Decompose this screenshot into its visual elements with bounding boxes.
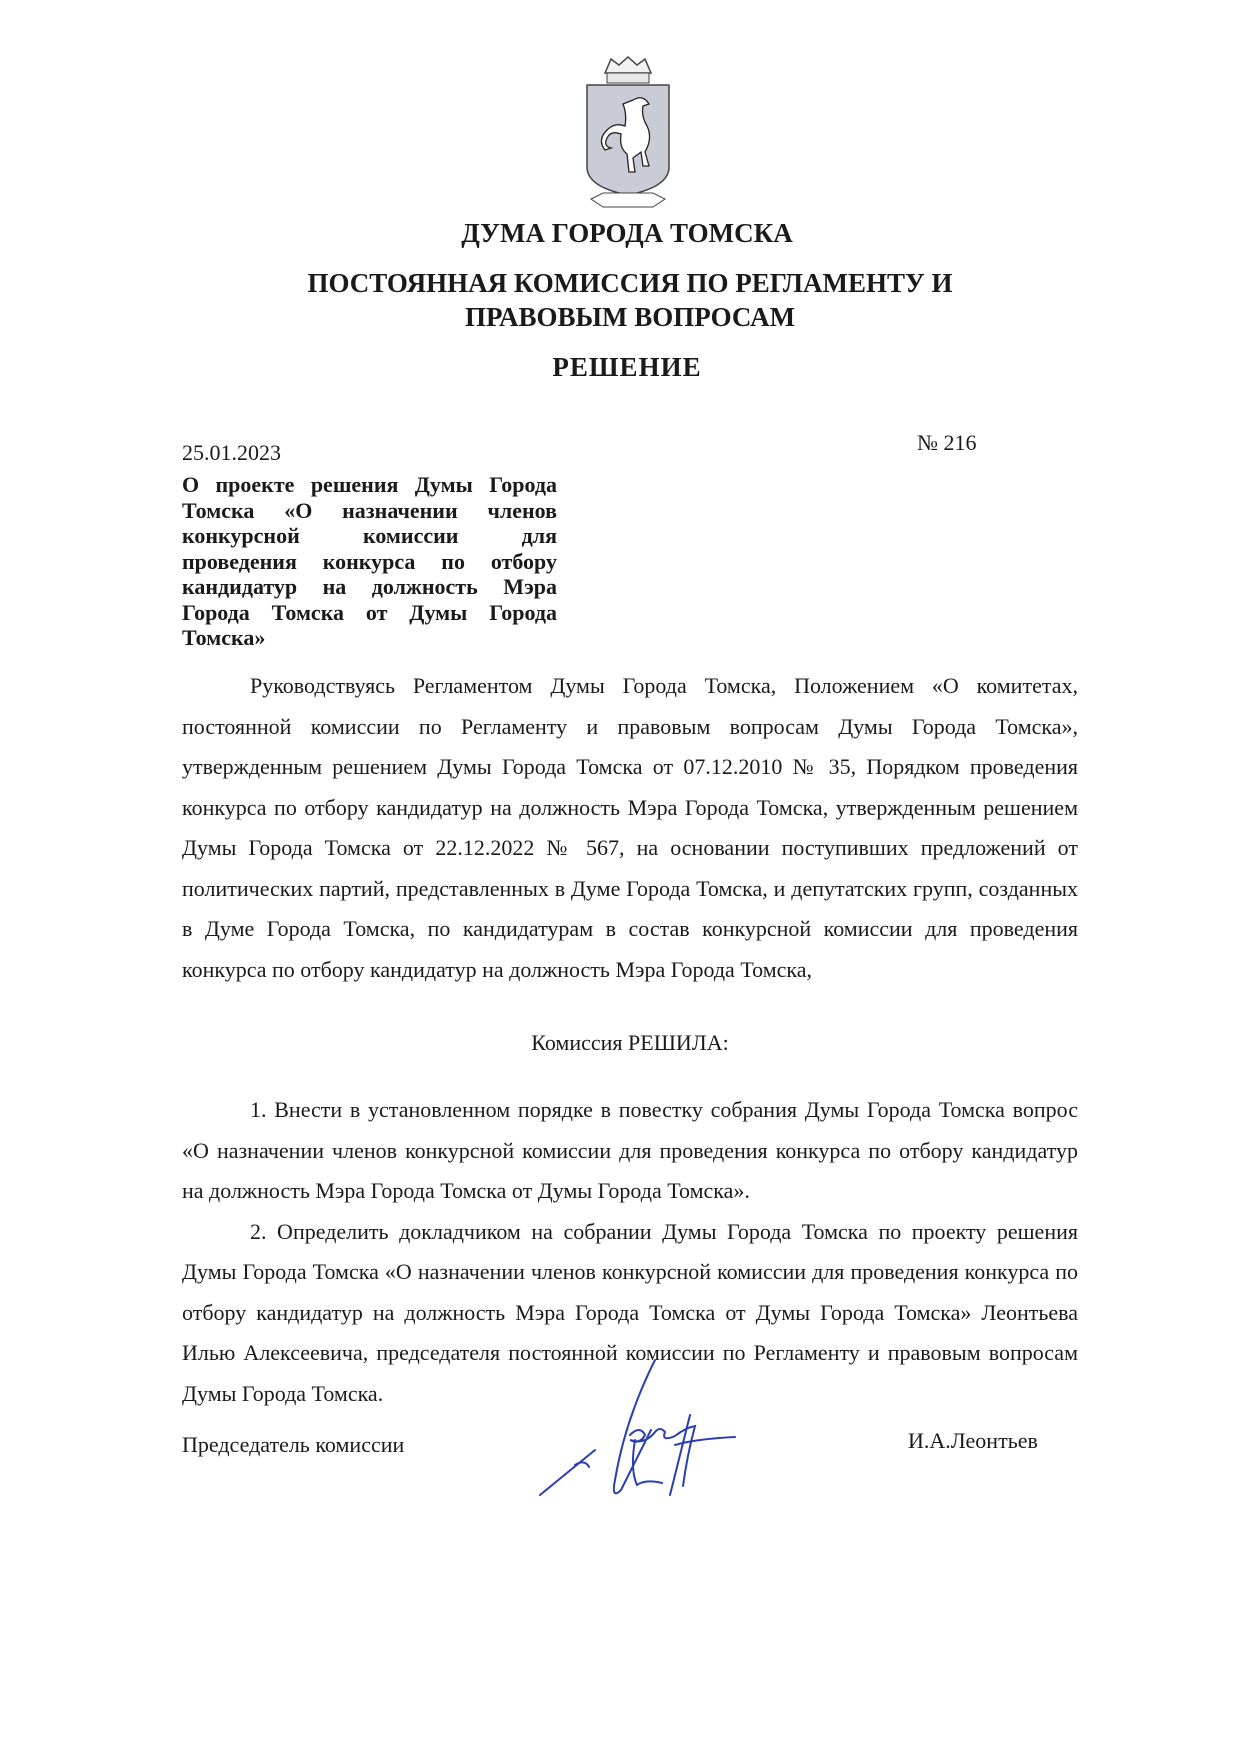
signatory-name: И.А.Леонтьев: [908, 1428, 1038, 1453]
document-subject: О проекте решения Думы Города Томска «О назначении членов конкурсной комиссии для проведения конкурса по отбору кандидатур на должность Мэра Города Томска от Думы Города Томска»: [182, 472, 557, 650]
signatory-position: Председатель комиссии: [182, 1432, 405, 1457]
document-date: 25.01.2023: [182, 440, 281, 465]
resolved-heading: Комиссия РЕШИЛА:: [531, 1030, 729, 1055]
document-number: № 216: [917, 430, 977, 455]
document-type: РЕШЕНИЕ: [552, 352, 702, 382]
decision-item: 2. Определить докладчиком на собрании Думы Города Томска по проекту решения Думы Города Томска «О назначении членов конкурсной комиссии для проведения конкурса по отбору кандидатур на должность Мэра Города Томска от Думы Города Томска» Леонтьева Илью Алексеевича, председателя постоянной комиссии по Регламенту и правовым вопросам Думы Города Томска.: [182, 1218, 1078, 1406]
handwritten-signature: [535, 1355, 740, 1505]
commission-title: ПОСТОЯННАЯ КОМИССИЯ ПО РЕГЛАМЕНТУ И ПРАВОВЫМ ВОПРОСАМ: [307, 268, 953, 332]
preamble: [182, 666, 1078, 990]
decision-item: 1. Внести в установленном порядке в повестку собрания Думы Города Томска вопрос «О назначении членов конкурсной комиссии для проведения конкурса по отбору кандидатур на должность Мэра Города Томска от Думы Города Томска».: [182, 1097, 1078, 1203]
coat-of-arms-emblem: [583, 55, 673, 215]
preamble-text: Руководствуясь Регламентом Думы Города Томска, Положением «О комитетах, постоянной комиссии по Регламенту и правовым вопросам Думы Города Томска», утвержденным решением Думы Города Томска от 07.12.2010 № 35, Порядком проведения конкурса по отбору кандидатур на должность Мэра Города Томска, утвержденным решением Думы Города Томска от 22.12.2022 № 567, на основании поступивших предложений от политических партий, представленных в Думе Города Томска, и депутатских групп, созданных в Думе Города Томска, по кандидатурам в состав конкурсной комиссии для проведения конкурса по отбору кандидатур на должность Мэра Города Томска,: [182, 673, 1078, 982]
organization-title: ДУМА ГОРОДА ТОМСКА: [461, 218, 793, 248]
